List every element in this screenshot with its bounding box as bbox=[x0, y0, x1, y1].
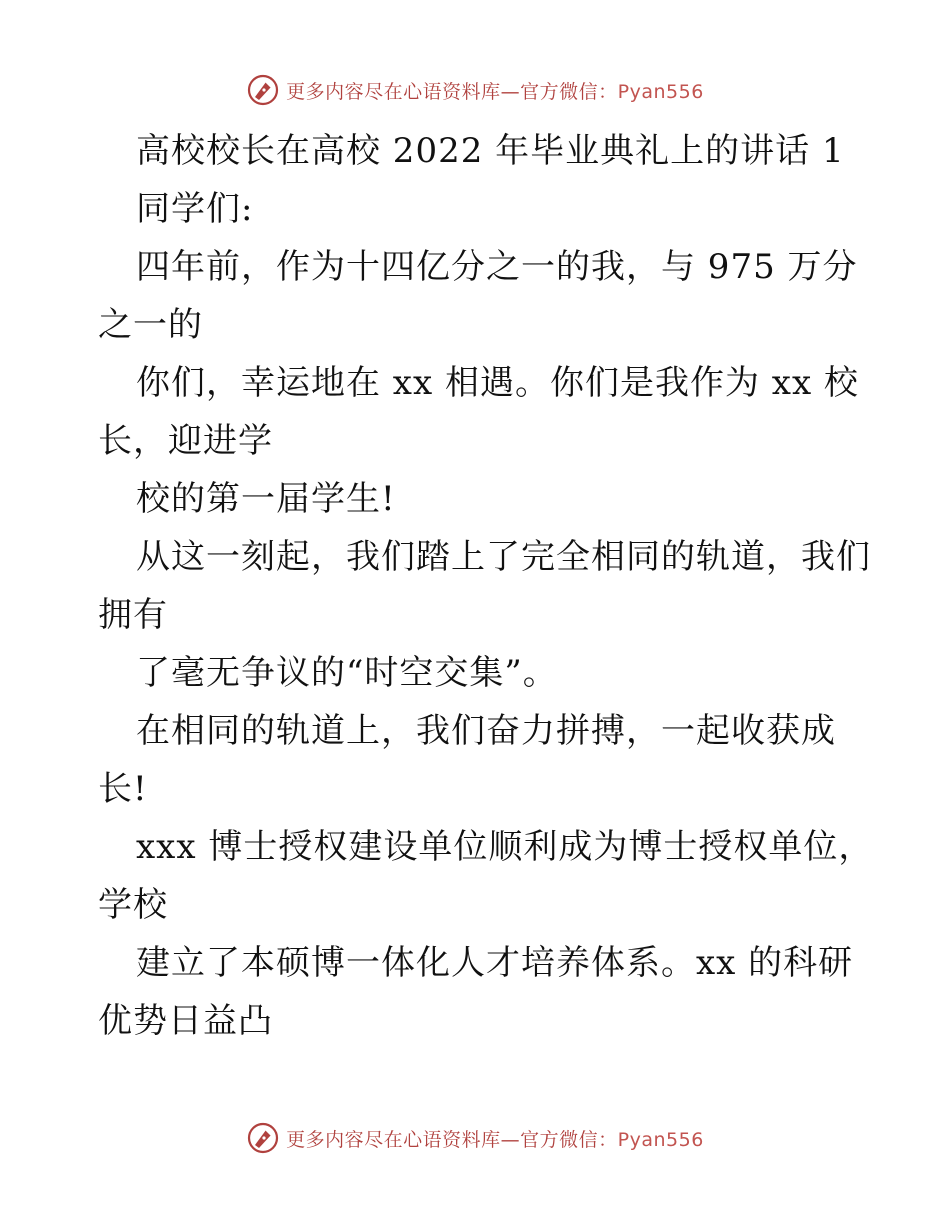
document-body bbox=[98, 122, 874, 1050]
footer-banner bbox=[0, 1118, 950, 1158]
header-banner-handle: Pyan556 bbox=[617, 80, 704, 103]
document-line: 从这一刻起，我们踏上了完全相同的轨道，我们 bbox=[136, 537, 871, 577]
pen-nib-logo-icon bbox=[246, 73, 280, 107]
footer-banner-text bbox=[286, 1125, 704, 1152]
pen-nib-logo-icon bbox=[246, 1121, 280, 1155]
document-line: 同学们: bbox=[136, 189, 254, 229]
document-line: 建立了本硕博一体化人才培养体系。xx 的科研 bbox=[136, 943, 854, 983]
document-line: 之一的 bbox=[98, 305, 203, 345]
document-line: 拥有 bbox=[98, 595, 168, 635]
document-line: 长! bbox=[98, 769, 148, 809]
footer-banner-label: 更多内容尽在心语资料库—官方微信： bbox=[286, 1128, 618, 1151]
document-line: 了毫无争议的“时空交集”。 bbox=[136, 653, 558, 693]
document-line: 你们，幸运地在 xx 相遇。你们是我作为 xx 校 bbox=[136, 363, 859, 403]
document-line: 在相同的轨道上，我们奋力拼搏，一起收获成 bbox=[136, 711, 836, 751]
document-title: 高校校长在高校 2022 年毕业典礼上的讲话 1 bbox=[136, 131, 845, 171]
header-banner-text bbox=[286, 77, 704, 104]
document-line: 长，迎进学 bbox=[98, 421, 273, 461]
document-line: 四年前，作为十四亿分之一的我，与 975 万分 bbox=[136, 247, 858, 287]
document-line: 学校 bbox=[98, 885, 168, 925]
document-line: 优势日益凸 bbox=[98, 1001, 273, 1041]
document-line: xxx 博士授权建设单位顺利成为博士授权单位， bbox=[136, 827, 874, 867]
header-banner bbox=[0, 70, 950, 110]
header-banner-label: 更多内容尽在心语资料库—官方微信： bbox=[286, 80, 618, 103]
footer-banner-handle: Pyan556 bbox=[617, 1128, 704, 1151]
document-line: 校的第一届学生! bbox=[136, 479, 396, 519]
